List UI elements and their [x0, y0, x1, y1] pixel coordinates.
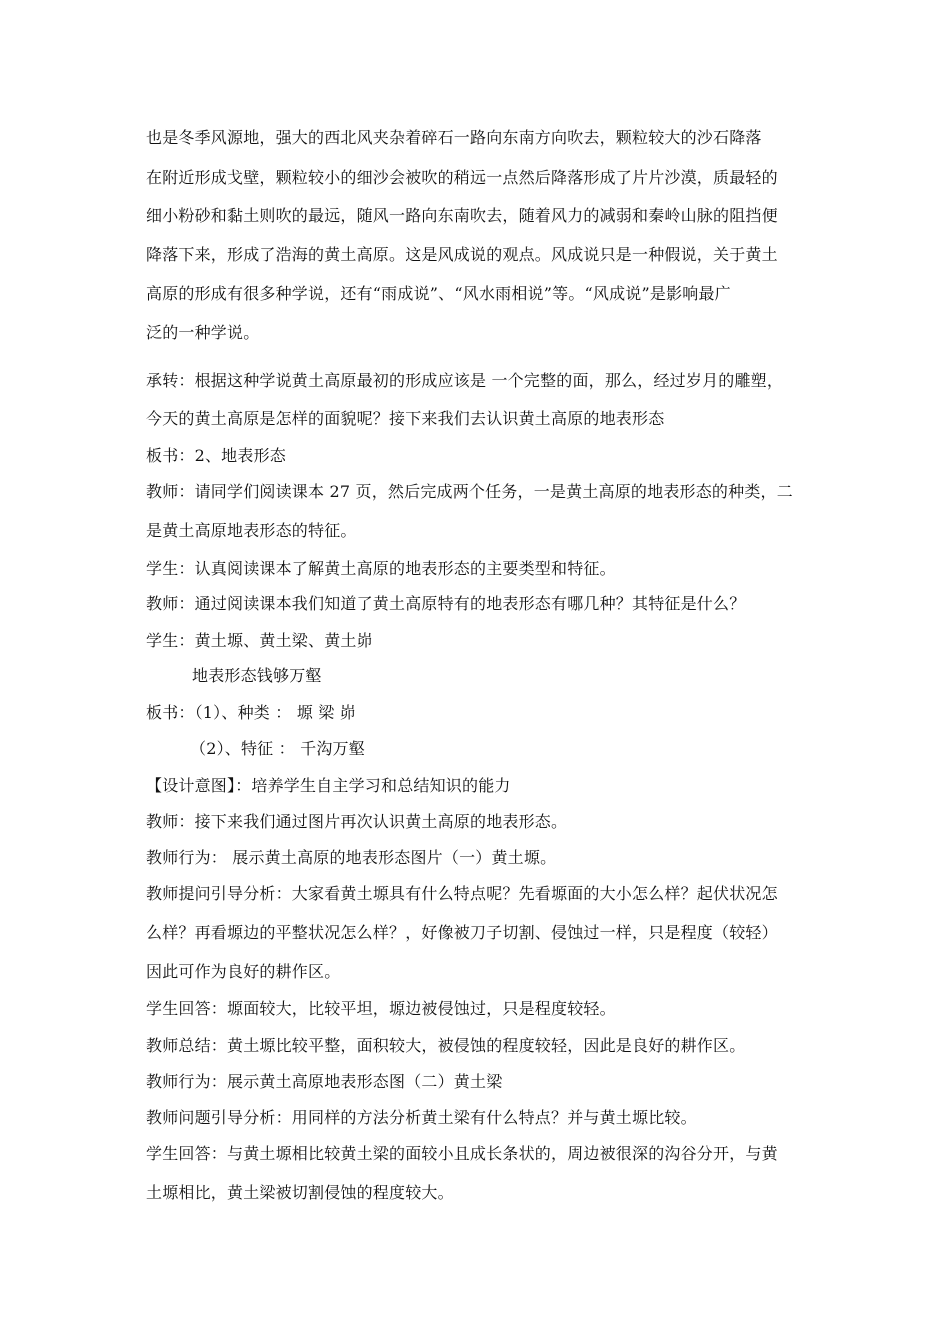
text-line: 么样？再看塬边的平整状况怎么样？，好像被刀子切割、侵蚀过一样，只是程度（较轻）: [146, 923, 778, 942]
text-line: 教师：请同学们阅读课本 27 页，然后完成两个任务，一是黄土高原的地表形态的种类，二: [146, 482, 793, 501]
text-line: 泛的一种学说。: [146, 323, 260, 342]
text-line: 今天的黄土高原是怎样的面貌呢？接下来我们去认识黄土高原的地表形态: [146, 409, 665, 428]
text-line: 高原的形成有很多种学说，还有“雨成说”、“风水雨相说”等。“风成说”是影响最广: [146, 284, 731, 303]
text-line: 板书：2、地表形态: [146, 446, 286, 465]
text-line: 学生：黄土塬、黄土梁、黄土峁: [146, 631, 373, 650]
text-line: 学生回答：与黄土塬相比较黄土梁的面较小且成长条状的，周边被很深的沟谷分开，与黄: [146, 1144, 778, 1163]
text-line: 板书：（1）、种类 ： 塬 梁 峁: [146, 703, 356, 722]
text-line: 细小粉砂和黏土则吹的最远，随风一路向东南吹去，随着风力的减弱和秦岭山脉的阻挡便: [146, 206, 778, 225]
text-line: 教师：接下来我们通过图片再次认识黄土高原的地表形态。: [146, 812, 568, 831]
text-line: 是黄土高原地表形态的特征。: [146, 521, 357, 540]
text-line: 土塬相比，黄土梁被切割侵蚀的程度较大。: [146, 1183, 454, 1202]
text-line: （2）、特征 ： 千沟万壑: [190, 739, 365, 758]
text-line: 降落下来，形成了浩海的黄土高原。这是风成说的观点。风成说只是一种假说，关于黄土: [146, 245, 778, 264]
text-line: 教师提问引导分析：大家看黄土塬具有什么特点呢？先看塬面的大小怎么样？起伏状况怎: [146, 884, 778, 903]
text-line: 【设计意图】：培养学生自主学习和总结知识的能力: [146, 776, 511, 795]
text-line: 承转：根据这种学说黄土高原最初的形成应该是 一个完整的面，那么，经过岁月的雕塑，: [146, 371, 784, 390]
text-line: 教师问题引导分析：用同样的方法分析黄土梁有什么特点？并与黄土塬比较。: [146, 1108, 697, 1127]
text-line: 在附近形成戈壁，颗粒较小的细沙会被吹的稍远一点然后降落形成了片片沙漠，质最轻的: [146, 168, 778, 187]
text-line: 因此可作为良好的耕作区。: [146, 962, 341, 981]
text-line: 学生回答：塬面较大，比较平坦，塬边被侵蚀过，只是程度较轻。: [146, 999, 616, 1018]
text-line: 教师行为： 展示黄土高原的地表形态图片（一）黄土塬。: [146, 848, 557, 867]
text-line: 地表形态钱够万壑: [192, 666, 322, 685]
text-line: 教师总结：黄土塬比较平整，面积较大，被侵蚀的程度较轻，因此是良好的耕作区。: [146, 1036, 746, 1055]
text-line: 学生：认真阅读课本了解黄土高原的地表形态的主要类型和特征。: [146, 559, 616, 578]
text-line: 教师：通过阅读课本我们知道了黄土高原特有的地表形态有哪几种？其特征是什么？: [146, 594, 746, 613]
text-line: 教师行为：展示黄土高原地表形态图（二）黄土梁: [146, 1072, 503, 1091]
text-line: 也是冬季风源地，强大的西北风夹杂着碎石一路向东南方向吹去，颗粒较大的沙石降落: [146, 128, 762, 147]
